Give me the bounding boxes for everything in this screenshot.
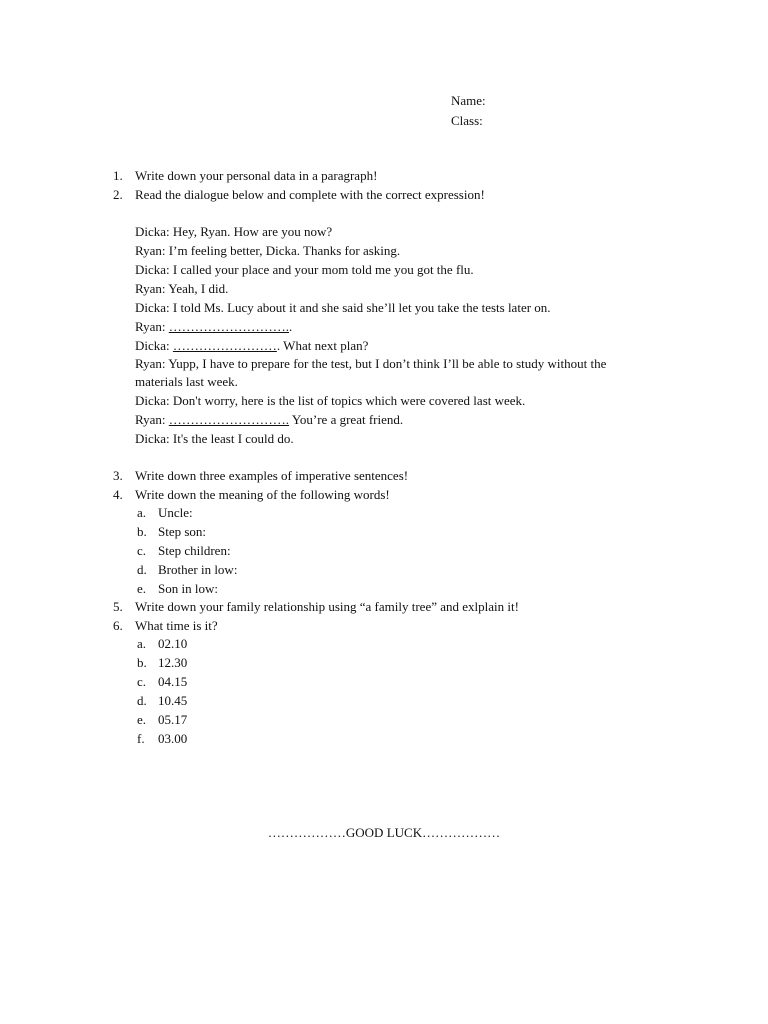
dialogue-line: Dicka: I told Ms. Lucy about it and she said she’ll let you take the tests later on. [135,300,551,315]
list-item: Uncle: [158,505,193,520]
dialogue-line: Ryan: Yeah, I did. [135,281,229,296]
dialogue-line: Ryan: Yupp, I have to prepare for the test, but I don’t think I’ll be able to study without the [135,356,607,371]
answer-blank: ………………………. [168,319,290,334]
dialogue-line-with-blank [135,411,403,429]
speaker-label: Ryan: [135,412,169,427]
name-label: Name: [451,93,486,108]
class-label: Class: [451,113,483,128]
dialogue-line: Dicka: I called your place and your mom told me you got the flu. [135,262,474,277]
q3-number: 3. [113,468,123,483]
dialogue-text: You’re a great friend. [289,412,404,427]
list-item: 04.15 [158,674,188,689]
dialogue-line-with-blank [135,337,368,355]
q4-text: Write down the meaning of the following words! [135,487,390,502]
speaker-label: Dicka: [135,338,173,353]
dialogue-line: materials last week. [135,374,238,389]
q4-number: 4. [113,487,123,502]
q2-number: 2. [113,187,123,202]
list-letter: d. [137,562,147,577]
list-letter: c. [137,674,147,689]
dialogue-line: Ryan: I’m feeling better, Dicka. Thanks for asking. [135,243,401,258]
q1-number: 1. [113,168,123,183]
good-luck-footer: ………………GOOD LUCK……………… [267,825,501,840]
list-item: Son in low: [158,581,218,596]
list-item: Step son: [158,524,207,539]
list-letter: c. [137,543,147,558]
q5-number: 5. [113,599,123,614]
speaker-label: Ryan: [135,319,169,334]
list-item: Step children: [158,543,231,558]
list-letter: a. [137,505,147,520]
q2-text: Read the dialogue below and complete with the correct expression! [135,187,485,202]
list-letter: b. [137,655,147,670]
list-letter: a. [137,636,147,651]
list-item: 03.00 [158,731,188,746]
dialogue-text: . What next plan? [276,338,369,353]
q6-text: What time is it? [135,618,218,633]
answer-blank: …………………… [172,338,277,353]
list-letter: d. [137,693,147,708]
q5-text: Write down your family relationship using “a family tree” and exlplain it! [135,599,519,614]
dialogue-line: Dicka: Don't worry, here is the list of topics which were covered last week. [135,393,526,408]
dialogue-line: Dicka: Hey, Ryan. How are you now? [135,224,333,239]
dialogue-line: Dicka: It's the least I could do. [135,431,294,446]
list-letter: e. [137,712,147,727]
dialogue-line-with-blank [135,318,292,336]
list-item: 12.30 [158,655,188,670]
answer-blank: ………………………. [168,412,290,427]
list-letter: f. [137,731,145,746]
dialogue-text: . [289,319,293,334]
list-item: 10.45 [158,693,188,708]
list-letter: e. [137,581,147,596]
q6-number: 6. [113,618,123,633]
q1-text: Write down your personal data in a paragraph! [135,168,378,183]
list-item: 02.10 [158,636,188,651]
q3-text: Write down three examples of imperative sentences! [135,468,409,483]
list-item: Brother in low: [158,562,238,577]
list-letter: b. [137,524,147,539]
list-item: 05.17 [158,712,188,727]
